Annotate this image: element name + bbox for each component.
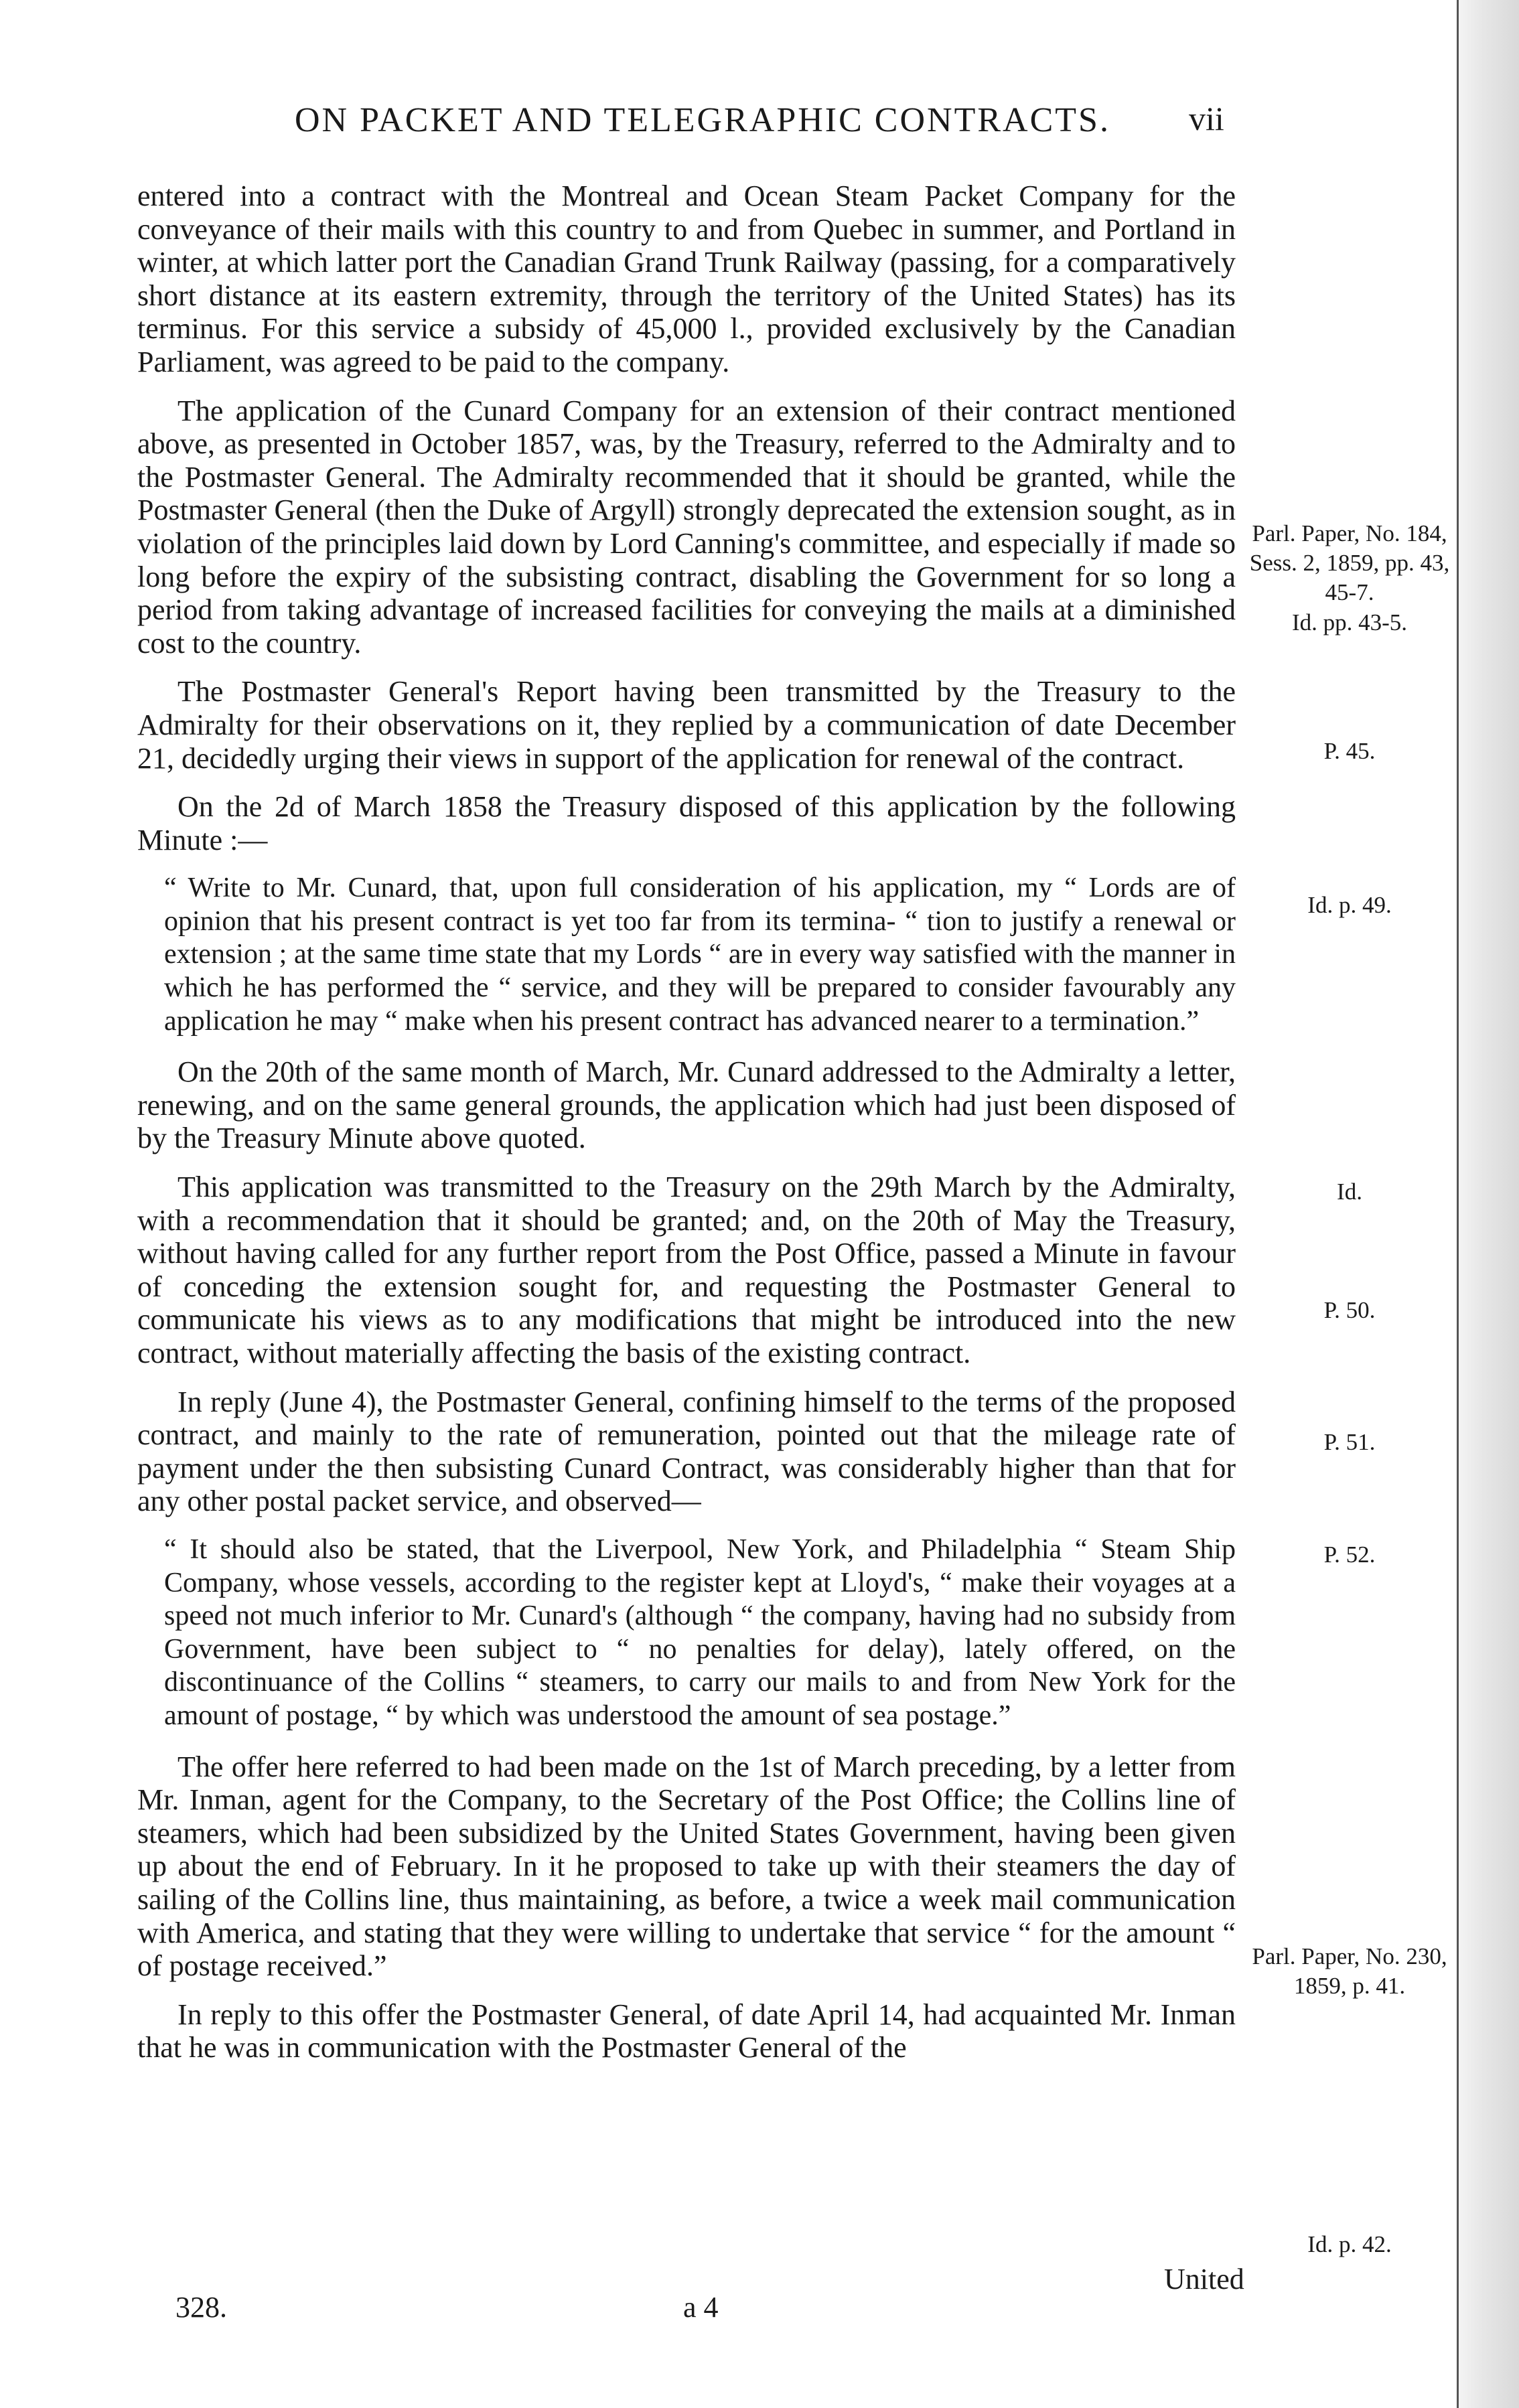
margin-note: Id. p. 42. — [1307, 2231, 1392, 2257]
page-number: vii — [1189, 100, 1224, 137]
paragraph: The offer here referred to had been made on the 1st of March preceding, by a letter from Mr. Inman, agent for the Company, to the Secretary of the Post Office; the Collins line of steamers, which had been subsidized by the United States Government, having been given up about the end of February. In it he proposed to take up with their steamers the day of sailing of the Collins line, thus maintaining, as before, a twice a week mail communication with America, and stating that they were willing to undertake that service “ for the amount “ of postage received.” — [137, 1750, 1236, 1983]
paragraph: entered into a contract with the Montreal and Ocean Steam Packet Company for the conveyance of their mails with this country to and from Quebec in summer, and Portland in winter, at which latter port the Canadian Grand Trunk Railway (passing, for a comparatively short distance at its eastern extremity, through the territory of the United States) has its terminus. For this service a subsidy of 45,000 l., provided exclusively by the Canadian Parliament, was agreed to be paid to the company. — [137, 179, 1236, 378]
signature-number: 328. — [175, 2291, 227, 2324]
margin-note: Id. pp. 43-5. — [1291, 609, 1408, 635]
margin-note: P. 45. — [1323, 738, 1376, 764]
margin-note: Id. p. 49. — [1307, 892, 1392, 918]
sheet-mark: a 4 — [683, 2291, 719, 2324]
body-text — [137, 179, 1236, 2080]
paragraph: On the 2d of March 1858 the Treasury disposed of this application by the following Minute :— — [137, 790, 1236, 856]
quoted-observation: “ It should also be stated, that the Liverpool, New York, and Philadelphia “ Steam Ship Company, whose vessels, according to the register kept at Lloyd's, “ make their voyages at a speed not much inferior to Mr. Cunard's (although “ the company, having had no subsidy from Government, have been subject to “ no penalties for delay), lately offered, on the discontinuance of the Collins “ steamers, to carry our mails to and from New York for the amount of postage, “ by which was understood the amount of sea postage.” — [164, 1533, 1236, 1731]
paragraph: The Postmaster General's Report having been transmitted by the Treasury to the Admiralty for their observations on it, they replied by a communication of date December 21, decidedly urging their views in support of the application for renewal of the contract. — [137, 675, 1236, 775]
paragraph: In reply (June 4), the Postmaster General, confining himself to the terms of the proposed contract, and mainly to the rate of remuneration, pointed out that the mileage rate of payment under the then subsisting Cunard Contract, was considerably higher than that for any other postal packet service, and observed— — [137, 1385, 1236, 1518]
paragraph: On the 20th of the same month of March, Mr. Cunard addressed to the Admiralty a letter, renewing, and on the same general grounds, the application which had just been disposed of by the Treasury Minute above quoted. — [137, 1055, 1236, 1155]
scan-edge — [1457, 0, 1519, 2408]
paragraph: In reply to this offer the Postmaster General, of date April 14, had acquainted Mr. Inman that he was in communication with the Postmaster General of the — [137, 1998, 1236, 2064]
running-title: ON PACKET AND TELEGRAPHIC CONTRACTS. — [295, 101, 1110, 139]
paragraph: This application was transmitted to the Treasury on the 29th March by the Admiralty, with a recommendation that it should be granted; and, on the 20th of May the Treasury, without having called for any further report from the Post Office, passed a Minute in favour of conceding the extension sought for, and requesting the Postmaster General to communicate his views as to any modifications that might be introduced into the new contract, without materially affecting the basis of the existing contract. — [137, 1171, 1236, 1369]
margin-note: Id. — [1337, 1179, 1362, 1205]
margin-note: Parl. Paper, No. 230, 1859, p. 41. — [1252, 1943, 1447, 1999]
margin-note: Parl. Paper, No. 184, Sess. 2, 1859, pp. 43, 45-7. — [1249, 520, 1450, 605]
margin-note: P. 51. — [1323, 1429, 1376, 1455]
quoted-minute: “ Write to Mr. Cunard, that, upon full consideration of his application, my “ Lords are of opinion that his present contract is yet too far from its termina- “ tion to justify a renewal or extension ; at the same time state that my Lords “ are in every way satisfied with the manner in which he has performed the “ service, and they will be prepared to consider favourably any application he may “ make when his present contract has advanced nearer to a termination.” — [164, 873, 1236, 1037]
margin-note: P. 52. — [1323, 1541, 1376, 1568]
paragraph: The application of the Cunard Company for an extension of their contract mentioned above, as presented in October 1857, was, by the Treasury, referred to the Admiralty and to the Postmaster General. The Admiralty recommended that it should be granted, while the Postmaster General (then the Duke of Argyll) strongly deprecated the extension sought, as in violation of the principles laid down by Lord Canning's committee, and especially if made so long before the expiry of the subsisting contract, disabling the Government for so long a period from taking advantage of increased facilities for conveying the mails at a diminished cost to the country. — [137, 394, 1236, 660]
catchword: United — [1164, 2263, 1244, 2296]
margin-note: P. 50. — [1323, 1297, 1376, 1323]
